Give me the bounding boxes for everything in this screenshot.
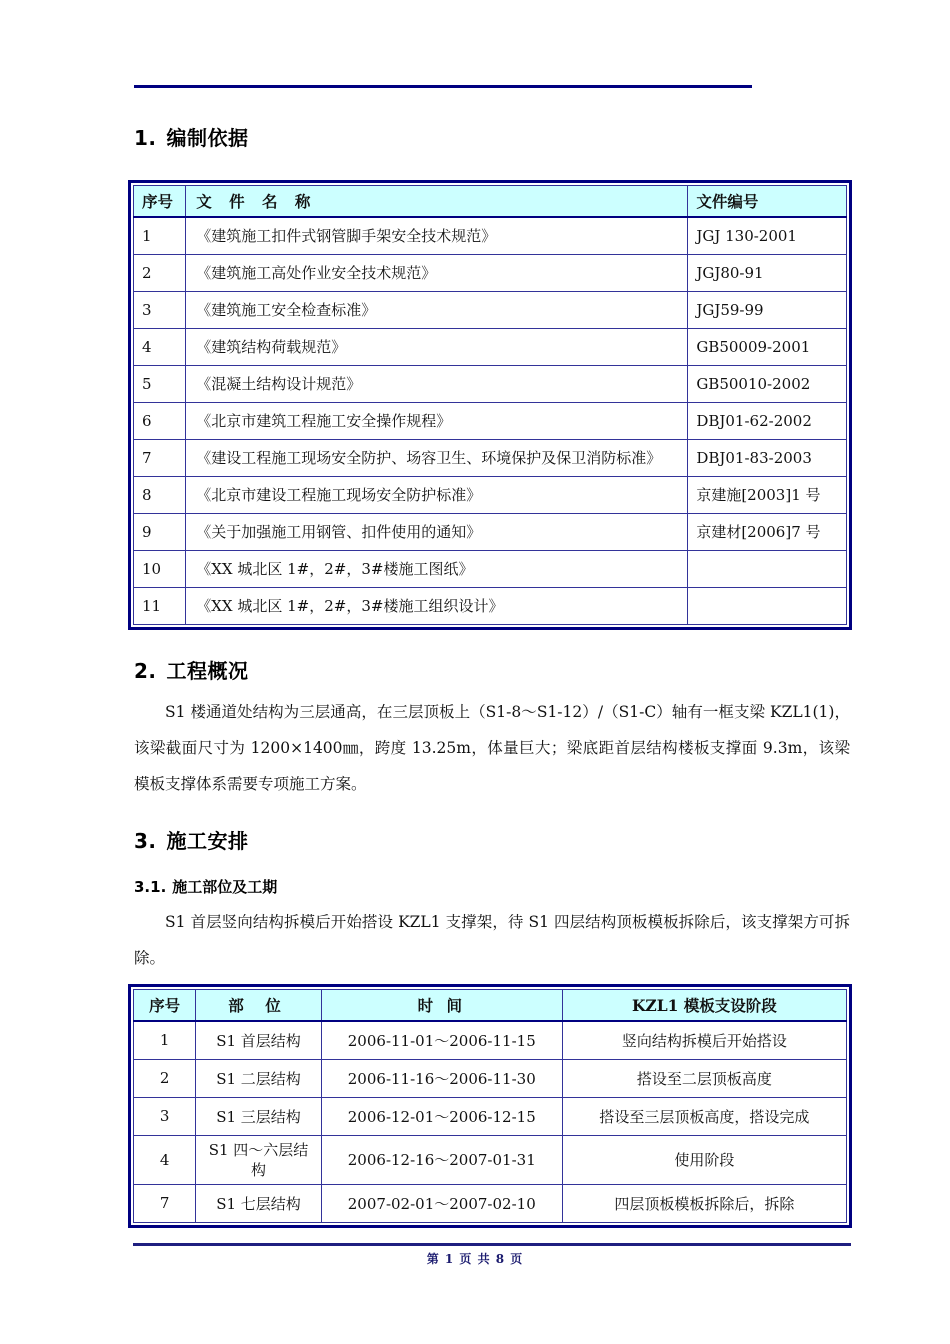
basis-cell-name: 《关于加强施工用钢管、扣件使用的通知》 <box>186 513 688 550</box>
basis-table <box>133 185 847 625</box>
basis-table-wrapper <box>128 180 852 630</box>
table-row <box>134 439 847 476</box>
header-rule <box>134 85 752 88</box>
schedule-table-wrapper <box>128 984 852 1228</box>
schedule-cell-no: 2 <box>134 1059 196 1097</box>
table-row <box>134 587 847 624</box>
schedule-cell-part: S1 二层结构 <box>196 1059 322 1097</box>
basis-cell-code: DBJ01-83-2003 <box>688 439 847 476</box>
basis-cell-no: 7 <box>134 439 186 476</box>
heading-2-title: 工程概况 <box>166 659 249 683</box>
schedule-cell-part: S1 七层结构 <box>196 1184 322 1222</box>
basis-cell-name: 《建筑结构荷载规范》 <box>186 328 688 365</box>
heading-section-1 <box>134 122 249 151</box>
basis-cell-no: 4 <box>134 328 186 365</box>
basis-cell-name: 《建筑施工高处作业安全技术规范》 <box>186 254 688 291</box>
schedule-cell-time: 2006-12-01～2006-12-15 <box>321 1097 562 1135</box>
basis-cell-name: 《XX 城北区 1#，2#，3#楼施工组织设计》 <box>186 587 688 624</box>
schedule-cell-time: 2006-11-01～2006-11-15 <box>321 1021 562 1059</box>
page-number-footer: 第 1 页 共 8 页 <box>426 1252 524 1266</box>
table-row <box>134 1021 847 1059</box>
basis-table-head <box>134 186 847 218</box>
basis-cell-no: 11 <box>134 587 186 624</box>
schedule-cell-part: S1 三层结构 <box>196 1097 322 1135</box>
schedule-cell-no: 3 <box>134 1097 196 1135</box>
basis-cell-code: GB50010-2002 <box>688 365 847 402</box>
schedule-table-header-row <box>134 990 847 1022</box>
basis-cell-code: JGJ59-99 <box>688 291 847 328</box>
schedule-cell-stage: 搭设至三层顶板高度，搭设完成 <box>562 1097 846 1135</box>
basis-cell-no: 3 <box>134 291 186 328</box>
schedule-cell-stage: 竖向结构拆模后开始搭设 <box>562 1021 846 1059</box>
table-row <box>134 328 847 365</box>
basis-cell-name: 《混凝土结构设计规范》 <box>186 365 688 402</box>
schedule-cell-no: 4 <box>134 1135 196 1184</box>
basis-cell-no: 5 <box>134 365 186 402</box>
basis-cell-no: 1 <box>134 217 186 254</box>
heading-section-2 <box>134 655 249 684</box>
basis-cell-code: 京建材[2006]7 号 <box>688 513 847 550</box>
basis-cell-code: 京建施[2003]1 号 <box>688 476 847 513</box>
table-row <box>134 402 847 439</box>
table-row <box>134 254 847 291</box>
table-row <box>134 476 847 513</box>
schedule-cell-part: S1 四～六层结构 <box>196 1135 322 1184</box>
heading-3-1-number: 3.1. <box>134 878 167 896</box>
basis-cell-code <box>688 587 847 624</box>
schedule-header-stage: KZL1 模板支设阶段 <box>562 990 846 1022</box>
basis-cell-name: 《北京市建筑工程施工安全操作规程》 <box>186 402 688 439</box>
heading-1-number: 1. <box>134 126 157 150</box>
schedule-cell-no: 1 <box>134 1021 196 1059</box>
table-row <box>134 365 847 402</box>
table-row <box>134 1135 847 1184</box>
table-row <box>134 1097 847 1135</box>
basis-table-header-row <box>134 186 847 218</box>
schedule-table-body <box>134 1021 847 1222</box>
table-row <box>134 1059 847 1097</box>
table-row <box>134 217 847 254</box>
basis-cell-code: JGJ 130-2001 <box>688 217 847 254</box>
basis-cell-name: 《XX 城北区 1#，2#，3#楼施工图纸》 <box>186 550 688 587</box>
basis-cell-code: DBJ01-62-2002 <box>688 402 847 439</box>
basis-cell-code: JGJ80-91 <box>688 254 847 291</box>
schedule-cell-part: S1 首层结构 <box>196 1021 322 1059</box>
basis-cell-no: 6 <box>134 402 186 439</box>
basis-cell-no: 9 <box>134 513 186 550</box>
basis-cell-no: 8 <box>134 476 186 513</box>
schedule-header-no: 序号 <box>134 990 196 1022</box>
heading-1-title: 编制依据 <box>166 126 249 150</box>
basis-table-body <box>134 217 847 624</box>
basis-cell-name: 《建设工程施工现场安全防护、场容卫生、环境保护及保卫消防标准》 <box>186 439 688 476</box>
basis-header-code: 文件编号 <box>688 186 847 218</box>
basis-cell-code: GB50009-2001 <box>688 328 847 365</box>
basis-cell-name: 《建筑施工扣件式钢管脚手架安全技术规范》 <box>186 217 688 254</box>
table-row <box>134 513 847 550</box>
basis-cell-no: 2 <box>134 254 186 291</box>
basis-header-no: 序号 <box>134 186 186 218</box>
schedule-cell-no: 7 <box>134 1184 196 1222</box>
basis-cell-name: 《建筑施工安全检查标准》 <box>186 291 688 328</box>
table-row <box>134 1184 847 1222</box>
heading-3-1-title: 施工部位及工期 <box>172 878 278 896</box>
table-row <box>134 550 847 587</box>
schedule-header-time: 时 间 <box>321 990 562 1022</box>
schedule-paragraph: S1 首层竖向结构拆模后开始搭设 KZL1 支撑架，待 S1 四层结构顶板模板拆除后，该支撑架方可拆除。 <box>134 913 850 967</box>
schedule-cell-time: 2006-12-16～2007-01-31 <box>321 1135 562 1184</box>
basis-cell-code <box>688 550 847 587</box>
schedule-cell-stage: 四层顶板模板拆除后，拆除 <box>562 1184 846 1222</box>
schedule-header-part: 部 位 <box>196 990 322 1022</box>
basis-cell-name: 《北京市建设工程施工现场安全防护标准》 <box>186 476 688 513</box>
schedule-table <box>133 989 847 1223</box>
basis-cell-no: 10 <box>134 550 186 587</box>
heading-section-3 <box>134 825 249 854</box>
schedule-table-head <box>134 990 847 1022</box>
schedule-cell-stage: 使用阶段 <box>562 1135 846 1184</box>
table-row <box>134 291 847 328</box>
schedule-cell-time: 2007-02-01～2007-02-10 <box>321 1184 562 1222</box>
heading-2-number: 2. <box>134 659 157 683</box>
footer-rule <box>133 1243 851 1246</box>
heading-section-3-1 <box>134 876 277 897</box>
schedule-cell-stage: 搭设至二层顶板高度 <box>562 1059 846 1097</box>
overview-paragraph: S1 楼通道处结构为三层通高，在三层顶板上（S1-8～S1-12）/（S1-C）轴有一框支梁 KZL1(1)，该梁截面尺寸为 1200×1400㎜，跨度 13.25m，体量巨大；梁底距首层结构楼板支撑面 9.3m，该梁模板支撑体系需要专项施工方案。 <box>134 703 850 793</box>
schedule-cell-time: 2006-11-16～2006-11-30 <box>321 1059 562 1097</box>
heading-3-title: 施工安排 <box>166 829 249 853</box>
heading-3-number: 3. <box>134 829 157 853</box>
basis-header-name: 文 件 名 称 <box>186 186 688 218</box>
